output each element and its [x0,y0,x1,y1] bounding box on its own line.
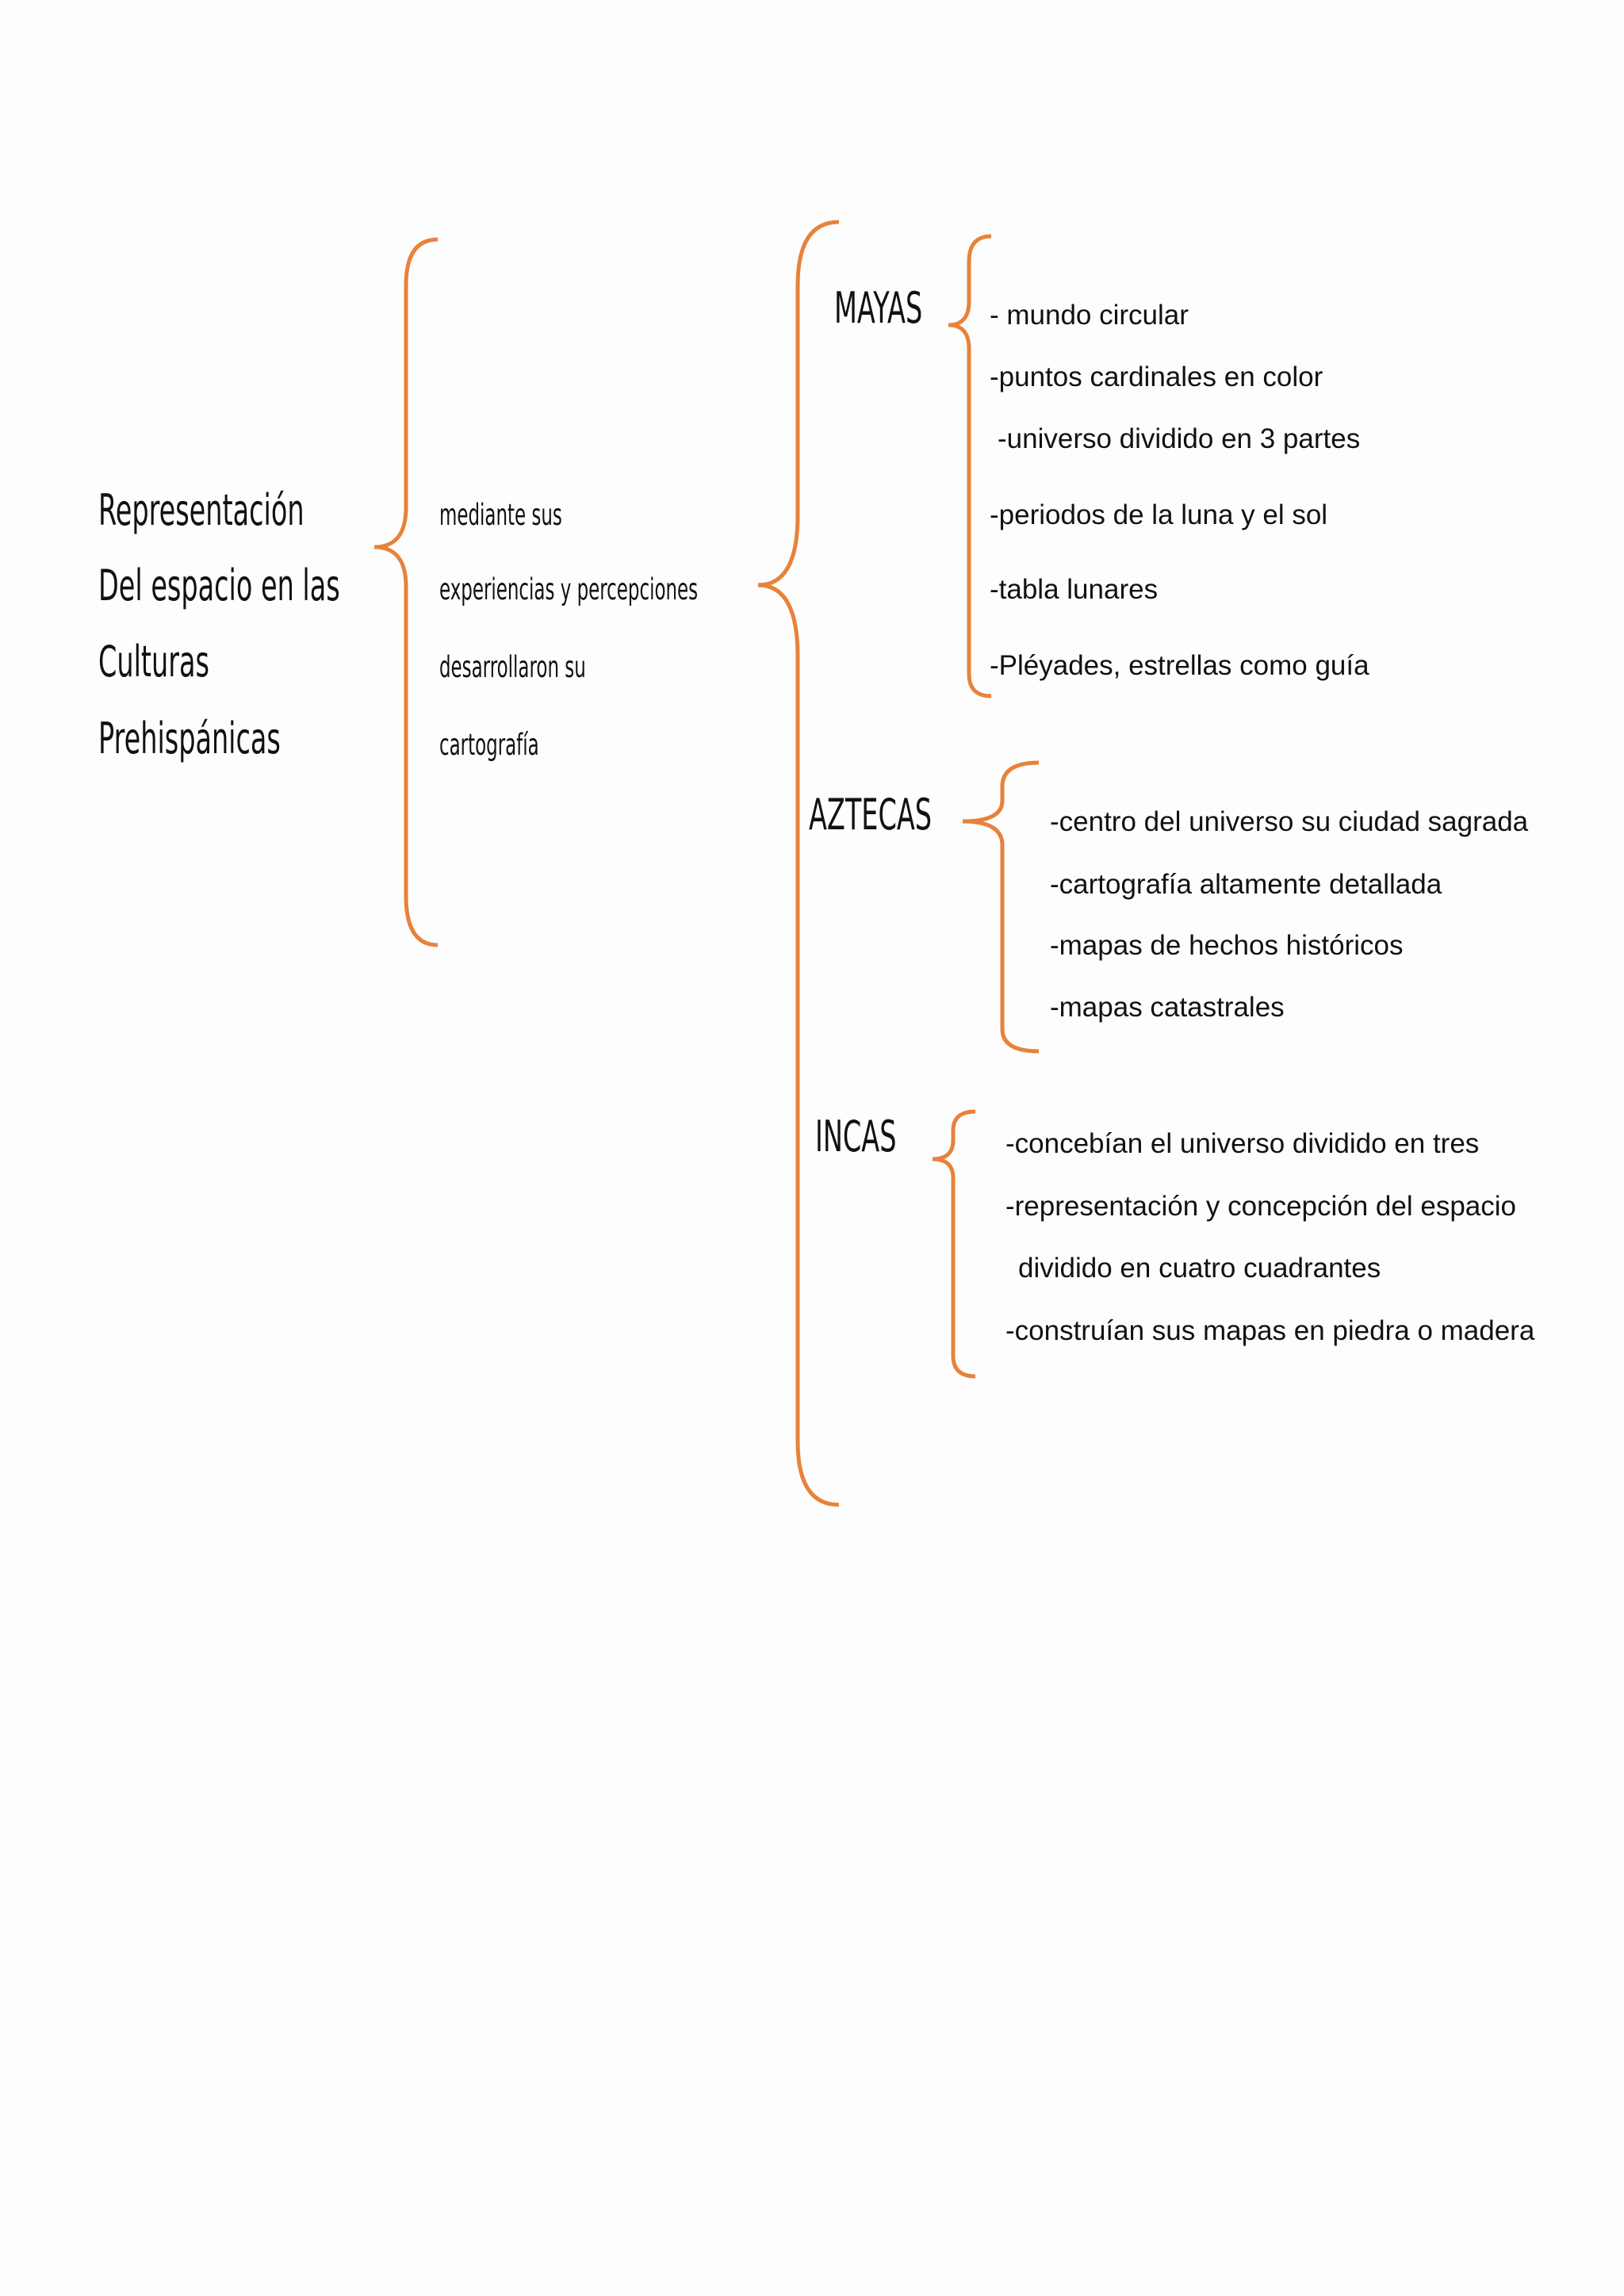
mayas-item: -universo dividido en 3 partes [998,423,1361,454]
middle-line-1: mediante sus [439,498,562,532]
mayas-item: -tabla lunares [990,574,1159,605]
aztecas-label: AZTECAS [809,790,932,840]
aztecas-item: -mapas de hechos históricos [1050,930,1404,961]
incas-item: -concebían el universo dividido en tres [1005,1128,1480,1159]
incas-item: -representación y concepción del espacio [1005,1191,1516,1222]
root-line-4: Prehispánicas [98,714,281,763]
root-line-1: Representación [98,485,304,535]
aztecas-item: -cartografía altamente detallada [1050,869,1442,900]
aztecas-brace [963,763,1039,1051]
mayas-brace [948,236,991,696]
incas-item: dividido en cuatro cuadrantes [1018,1253,1381,1284]
root-line-3: Culturas [98,637,209,687]
mayas-item: -puntos cardinales en color [990,362,1323,392]
middle-line-2: experiencias y percepciones [439,572,699,607]
mayas-item: - mundo circular [990,300,1189,331]
root-brace [374,239,438,945]
mayas-label: MAYAS [834,283,923,333]
mayas-item: -periodos de la luna y el sol [990,499,1328,530]
middle-line-4: cartografía [439,728,539,762]
incas-label: INCAS [815,1112,897,1161]
aztecas-item: -centro del universo su ciudad sagrada [1050,806,1529,837]
root-line-2: Del espacio en las [98,561,340,610]
mayas-item: -Pléyades, estrellas como guía [990,650,1369,681]
middle-line-3: desarrollaron su [439,650,586,684]
incas-item: -construían sus mapas en piedra o madera [1005,1315,1535,1346]
incas-brace [933,1112,975,1376]
aztecas-item: -mapas catastrales [1050,992,1285,1023]
culture-brace [758,222,839,1505]
